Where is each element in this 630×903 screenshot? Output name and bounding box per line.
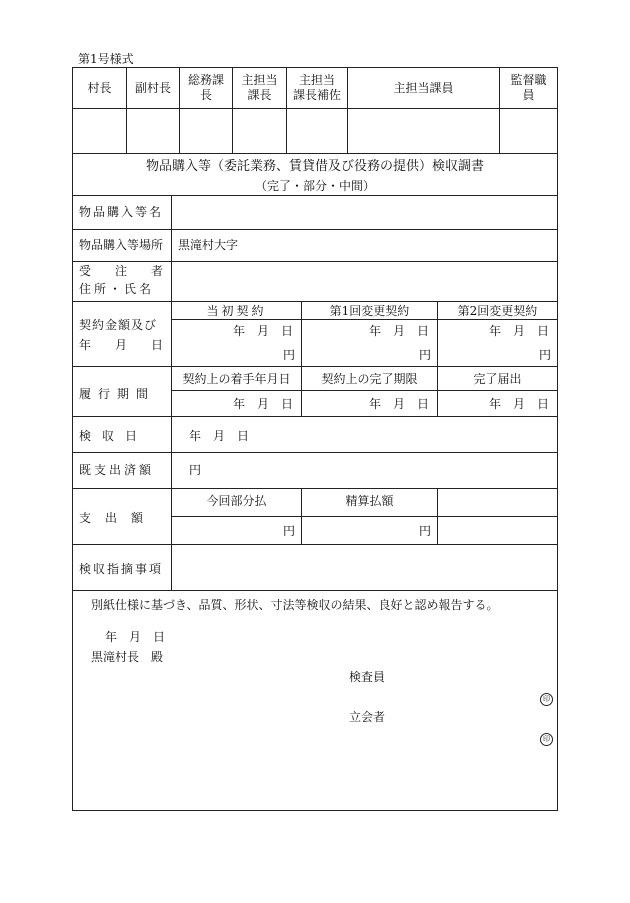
place-label: 物品購入等場所 (79, 238, 164, 252)
stamp-box-mayor[interactable] (73, 109, 127, 154)
paid-amount-value[interactable]: 円 (189, 463, 202, 477)
inspection-form (72, 67, 558, 811)
approval-head-deputy-mayor: 副村長 (127, 68, 180, 109)
item-name-label: 物品購入等名 (79, 205, 164, 219)
contract-yen-change-1[interactable]: 円 (419, 348, 432, 362)
contractor-label-1: 受 注 者 (79, 264, 164, 278)
stamp-box-supervisor[interactable] (500, 109, 557, 154)
period-col-notice: 完了届出 (473, 372, 522, 386)
payment-col-settlement: 精算払額 (345, 494, 394, 508)
approval-head-mayor: 村長 (73, 68, 127, 109)
payment-yen-settlement[interactable]: 円 (419, 524, 432, 538)
stamp-box-staff[interactable] (348, 109, 500, 154)
approval-head-section-chief: 主担当 課長 (233, 68, 287, 109)
place-value[interactable]: 黒滝村大字 (178, 238, 239, 252)
stamp-box-general-affairs[interactable] (180, 109, 233, 154)
contract-col-change-2: 第2回変更契約 (457, 304, 538, 318)
inspector-seal (540, 690, 553, 706)
stamp-box-assistant-chief[interactable] (287, 109, 348, 154)
seal-icon: 印 (540, 693, 553, 706)
contractor-field[interactable] (172, 262, 556, 301)
witness-seal (540, 730, 553, 746)
approval-head-staff: 主担当課員 (348, 68, 500, 109)
document-title: 物品購入等（委託業務、賃貸借及び役務の提供）検収調書 (145, 159, 484, 174)
period-date-notice[interactable]: 年 月 日 (489, 397, 550, 411)
contract-date-change-1[interactable]: 年 月 日 (369, 324, 430, 338)
approval-head-general-affairs: 総務課 長 (180, 68, 233, 109)
stamp-box-deputy-mayor[interactable] (127, 109, 180, 154)
contract-col-change-1: 第1回変更契約 (329, 304, 410, 318)
contract-label-1: 契約金額及び (79, 318, 158, 332)
form-number: 第1号様式 (78, 52, 134, 66)
stamp-box-section-chief[interactable] (233, 109, 287, 154)
inspector-label: 検査員 (349, 670, 386, 684)
period-col-deadline: 契約上の完了期限 (321, 372, 418, 386)
contract-label-2: 年 月 日 (79, 338, 164, 352)
addressee: 黒滝村長 殿 (91, 650, 164, 664)
document-subtitle: （完了・部分・中間） (254, 179, 375, 193)
payment-col-partial: 今回部分払 (206, 494, 267, 508)
inspection-date-value[interactable]: 年 月 日 (189, 429, 250, 443)
contract-date-initial[interactable]: 年 月 日 (233, 324, 294, 338)
contractor-label-2: 住所・氏名 (79, 282, 155, 296)
period-label: 履行期間 (79, 387, 156, 401)
inspection-date-label: 検収日 (79, 429, 149, 443)
remarks-field[interactable] (172, 545, 556, 590)
report-date[interactable]: 年 月 日 (105, 630, 166, 644)
contract-yen-initial[interactable]: 円 (283, 348, 296, 362)
seal-icon: 印 (540, 733, 553, 746)
contract-yen-change-2[interactable]: 円 (539, 348, 552, 362)
item-name-field[interactable] (172, 196, 556, 229)
payment-label: 支出額 (79, 511, 158, 525)
remarks-label: 検収指摘事項 (79, 562, 164, 576)
contract-date-change-2[interactable]: 年 月 日 (489, 324, 550, 338)
period-col-start: 契約上の着手年月日 (182, 372, 291, 386)
contract-col-initial: 当初契約 (206, 304, 267, 318)
witness-label: 立会者 (349, 710, 386, 724)
approval-head-supervisor: 監督職 員 (500, 68, 557, 109)
period-date-deadline[interactable]: 年 月 日 (369, 397, 430, 411)
report-statement: 別紙仕様に基づき、品質、形状、寸法等検収の結果、良好と認め報告する。 (91, 598, 499, 612)
payment-yen-partial[interactable]: 円 (283, 524, 296, 538)
period-date-start[interactable]: 年 月 日 (233, 397, 294, 411)
paid-amount-label: 既支出済額 (79, 463, 155, 477)
approval-head-assistant-chief: 主担当 課長補佐 (287, 68, 348, 109)
